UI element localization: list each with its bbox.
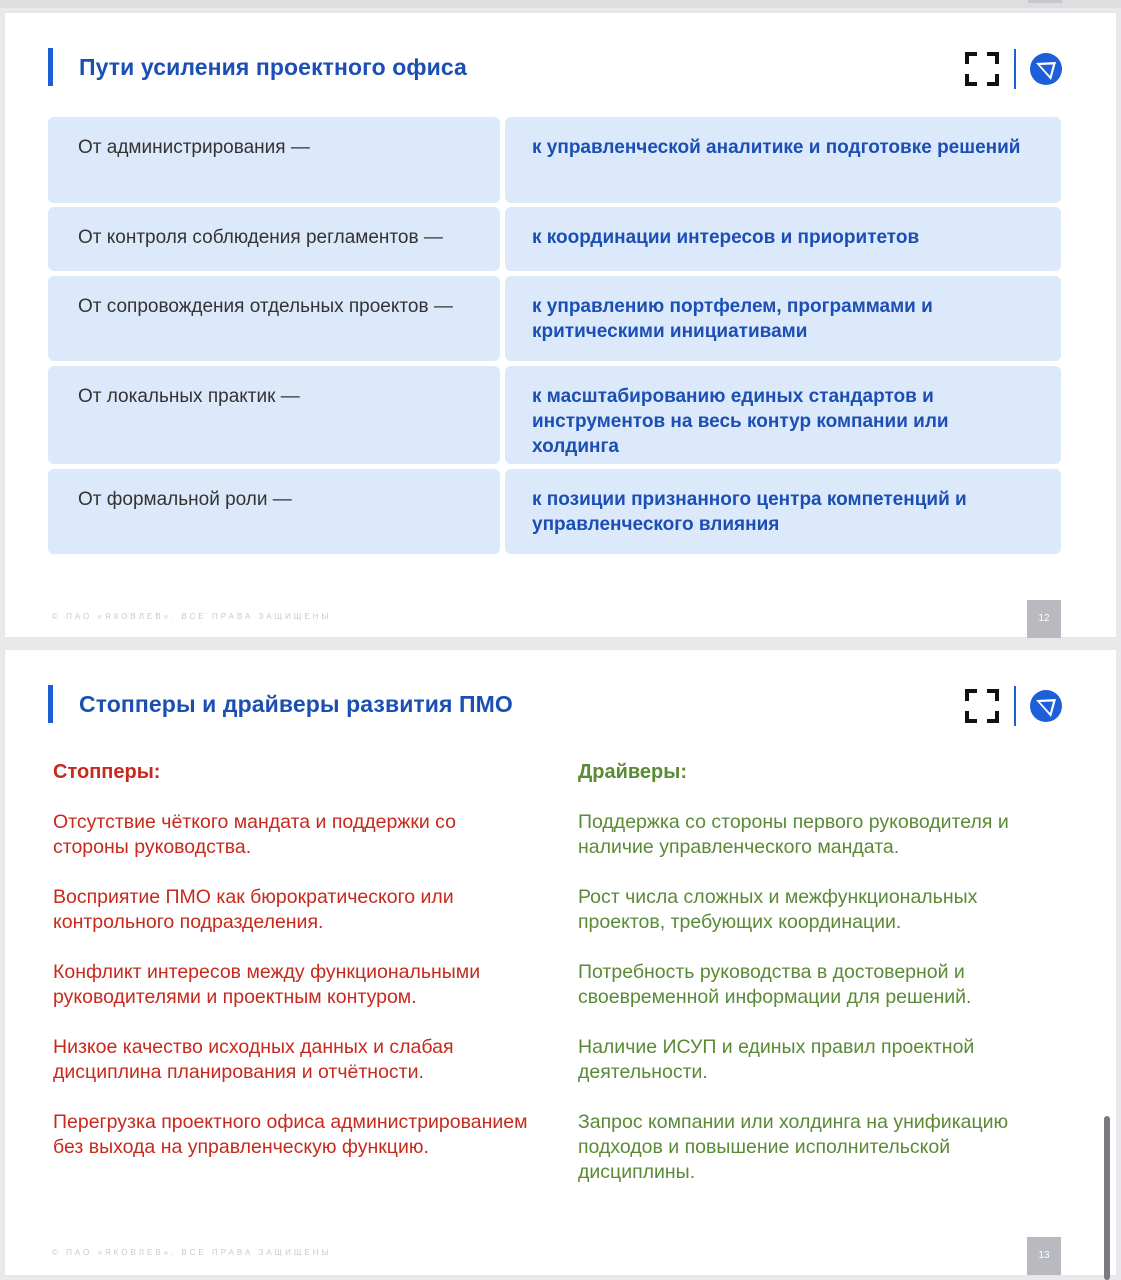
- row-to-4: [505, 366, 1061, 464]
- stoppers-heading: Стопперы:: [53, 761, 161, 783]
- fullscreen-icon: [965, 52, 999, 86]
- row-to-1: [505, 117, 1061, 203]
- title-accent-bar: [48, 685, 53, 723]
- slide-title: Пути усиления проектного офиса: [79, 54, 467, 80]
- row-from-4: [48, 366, 500, 464]
- row-to-5: [505, 469, 1061, 554]
- brand-logo: [963, 49, 1063, 89]
- copyright-footer: © ПАО «ЯКОВЛЕВ». ВСЕ ПРАВА ЗАЩИЩЕНЫ: [52, 1248, 332, 1257]
- page-number: 12: [1027, 600, 1061, 638]
- logo-separator: [1014, 686, 1016, 726]
- row-from-1: [48, 117, 500, 203]
- row-to-2: [505, 207, 1061, 271]
- logo-separator: [1014, 49, 1016, 89]
- row-to-text: к управлению портфелем, программами и критическими инициативами: [532, 296, 933, 342]
- row-to-text: к координации интересов и приоритетов: [532, 227, 920, 248]
- fullscreen-icon: [965, 689, 999, 723]
- company-logo-icon: [1029, 52, 1063, 86]
- slide-title: Стопперы и драйверы развития ПМО: [79, 691, 513, 717]
- driver-item: Потребность руководства в достоверной и своевременной информации для решений.: [578, 961, 972, 1008]
- driver-item: Поддержка со стороны первого руководителя и наличие управленческого мандата.: [578, 811, 1009, 858]
- row-from-text: От формальной роли —: [78, 489, 292, 510]
- row-to-text: к управленческой аналитике и подготовке решений: [532, 137, 1021, 158]
- row-from-text: От контроля соблюдения регламентов —: [78, 227, 443, 248]
- row-to-text: к позиции признанного центра компетенций и управленческого влияния: [532, 489, 967, 535]
- drivers-heading: Драйверы:: [578, 761, 687, 783]
- stopper-item: Восприятие ПМО как бюрократического или контрольного подразделения.: [53, 886, 454, 933]
- previous-slide-edge: [0, 0, 1121, 8]
- driver-item: Запрос компании или холдинга на унификацию подходов и повышение исполнительской дисциплины.: [578, 1111, 1009, 1183]
- row-to-text: к масштабированию единых стандартов и инструментов на весь контур компании или холдинга: [532, 386, 949, 457]
- stopper-item: Конфликт интересов между функциональными руководителями и проектным контуром.: [53, 961, 481, 1008]
- stopper-item: Отсутствие чёткого мандата и поддержки со стороны руководства.: [53, 811, 456, 858]
- driver-item: Наличие ИСУП и единых правил проектной деятельности.: [578, 1036, 975, 1083]
- row-from-2: [48, 207, 500, 271]
- previous-page-number-stub: [1028, 0, 1062, 3]
- brand-logo: [963, 686, 1063, 726]
- row-from-3: [48, 276, 500, 361]
- scrollbar-thumb[interactable]: [1104, 1116, 1110, 1280]
- row-from-text: От сопровождения отдельных проектов —: [78, 296, 453, 317]
- row-from-text: От администрирования —: [78, 137, 310, 158]
- title-accent-bar: [48, 48, 53, 86]
- stopper-item: Перегрузка проектного офиса администрированием без выхода на управленческую функцию.: [53, 1111, 528, 1158]
- row-from-5: [48, 469, 500, 554]
- copyright-footer: © ПАО «ЯКОВЛЕВ». ВСЕ ПРАВА ЗАЩИЩЕНЫ: [52, 612, 332, 621]
- stopper-item: Низкое качество исходных данных и слабая дисциплина планирования и отчётности.: [53, 1036, 454, 1083]
- row-from-text: От локальных практик —: [78, 386, 300, 407]
- slide-12: [5, 13, 1116, 637]
- row-to-3: [505, 276, 1061, 361]
- slide-13: [5, 650, 1116, 1275]
- page-number: 13: [1027, 1237, 1061, 1275]
- company-logo-icon: [1029, 689, 1063, 723]
- driver-item: Рост числа сложных и межфункциональных проектов, требующих координации.: [578, 886, 978, 933]
